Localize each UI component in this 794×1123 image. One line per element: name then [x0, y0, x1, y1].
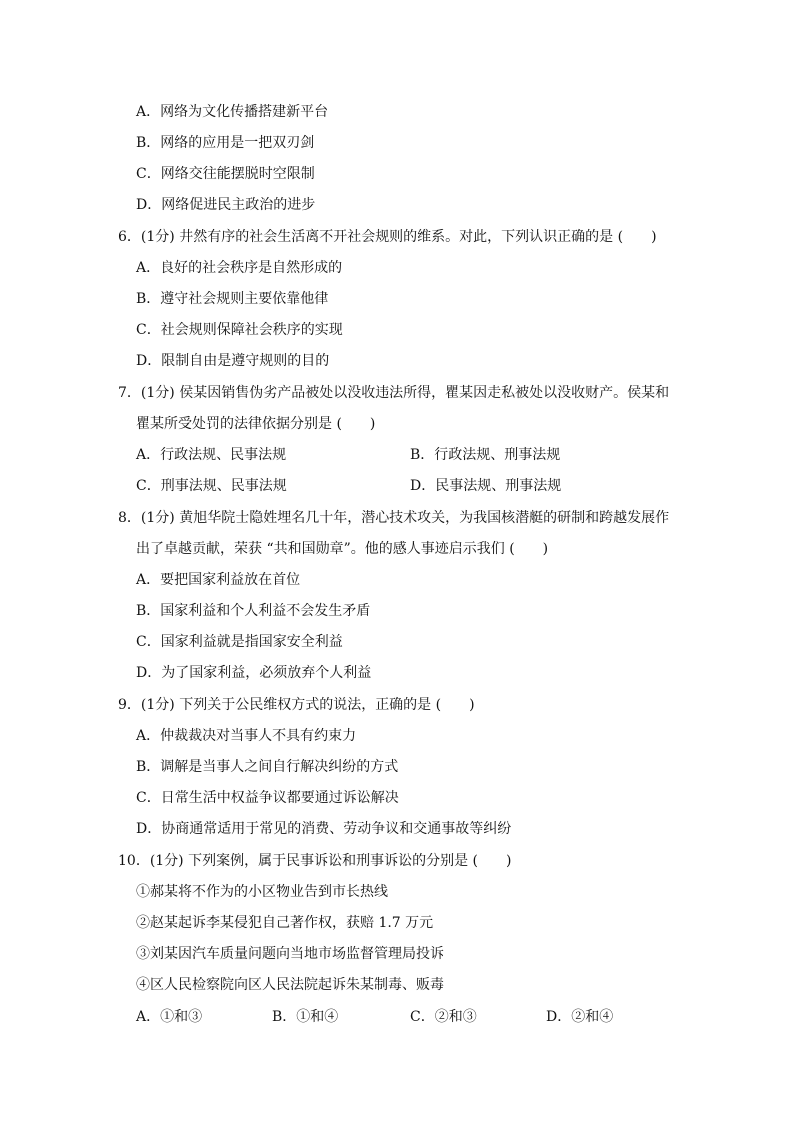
q7-option-d: D．民事法规、刑事法规: [410, 478, 562, 494]
q5-option-c: C．网络交往能摆脱时空限制: [136, 166, 315, 182]
q5-option-d: D．网络促进民主政治的进步: [136, 197, 316, 213]
q7-stem-line1: 7．(1分) 侯某因销售伪劣产品被处以没收违法所得，瞿某因走私被处以没收财产。侯某和: [118, 385, 670, 401]
q10-stem: 10．(1分) 下列案例，属于民事诉讼和刑事诉讼的分别是 ( ): [118, 853, 512, 869]
q10-option-c: C．②和③: [410, 1009, 477, 1025]
q10-item-4: ④区人民检察院向区人民法院起诉朱某制毒、贩毒: [136, 977, 444, 993]
q10-item-1: ①郝某将不作为的小区物业告到市长热线: [136, 884, 388, 900]
q8-option-c: C．国家利益就是指国家安全利益: [136, 634, 343, 650]
q6-stem: 6．(1分) 井然有序的社会生活离不开社会规则的维系。对此，下列认识正确的是 ( ): [118, 229, 657, 245]
q10-option-b: B．①和④: [272, 1009, 339, 1025]
q10-item-3: ③刘某因汽车质量问题向当地市场监督管理局投诉: [136, 946, 444, 962]
q9-option-c: C．日常生活中权益争议都要通过诉讼解决: [136, 790, 399, 806]
q7-option-b: B．行政法规、刑事法规: [410, 447, 561, 463]
q9-option-a: A．仲裁裁决对当事人不具有约束力: [136, 728, 357, 744]
q8-option-b: B．国家利益和个人利益不会发生矛盾: [136, 603, 371, 619]
q5-option-b: B．网络的应用是一把双刃剑: [136, 135, 315, 151]
q5-option-a: A．网络为文化传播搭建新平台: [136, 104, 329, 120]
q9-option-d: D．协商通常适用于常见的消费、劳动争议和交通事故等纠纷: [136, 821, 512, 837]
q8-stem-line2: 出了卓越贡献，荣获 “共和国勋章”。他的感人事迹启示我们 ( ): [136, 541, 549, 557]
q9-stem: 9．(1分) 下列关于公民维权方式的说法，正确的是 ( ): [118, 697, 475, 713]
q6-option-d: D．限制自由是遵守规则的目的: [136, 353, 330, 369]
q7-stem-line2: 瞿某所受处罚的法律依据分别是 ( ): [136, 416, 376, 432]
q8-option-a: A．要把国家利益放在首位: [136, 572, 301, 588]
q6-option-c: C．社会规则保障社会秩序的实现: [136, 322, 343, 338]
q8-option-d: D．为了国家利益，必须放弃个人利益: [136, 665, 372, 681]
q10-option-d: D．②和④: [546, 1009, 614, 1025]
q7-option-a: A．行政法规、民事法规: [136, 447, 287, 463]
q7-option-c: C．刑事法规、民事法规: [136, 478, 287, 494]
q10-item-2: ②赵某起诉李某侵犯自己著作权，获赔 1.7 万元: [136, 915, 434, 931]
q9-option-b: B．调解是当事人之间自行解决纠纷的方式: [136, 759, 399, 775]
q6-option-a: A．良好的社会秩序是自然形成的: [136, 260, 343, 276]
q6-option-b: B．遵守社会规则主要依靠他律: [136, 291, 329, 307]
q10-option-a: A．①和③: [136, 1009, 203, 1025]
q8-stem-line1: 8．(1分) 黄旭华院士隐姓埋名几十年，潜心技术攻关，为我国核潜艇的研制和跨越发展作: [118, 510, 670, 526]
